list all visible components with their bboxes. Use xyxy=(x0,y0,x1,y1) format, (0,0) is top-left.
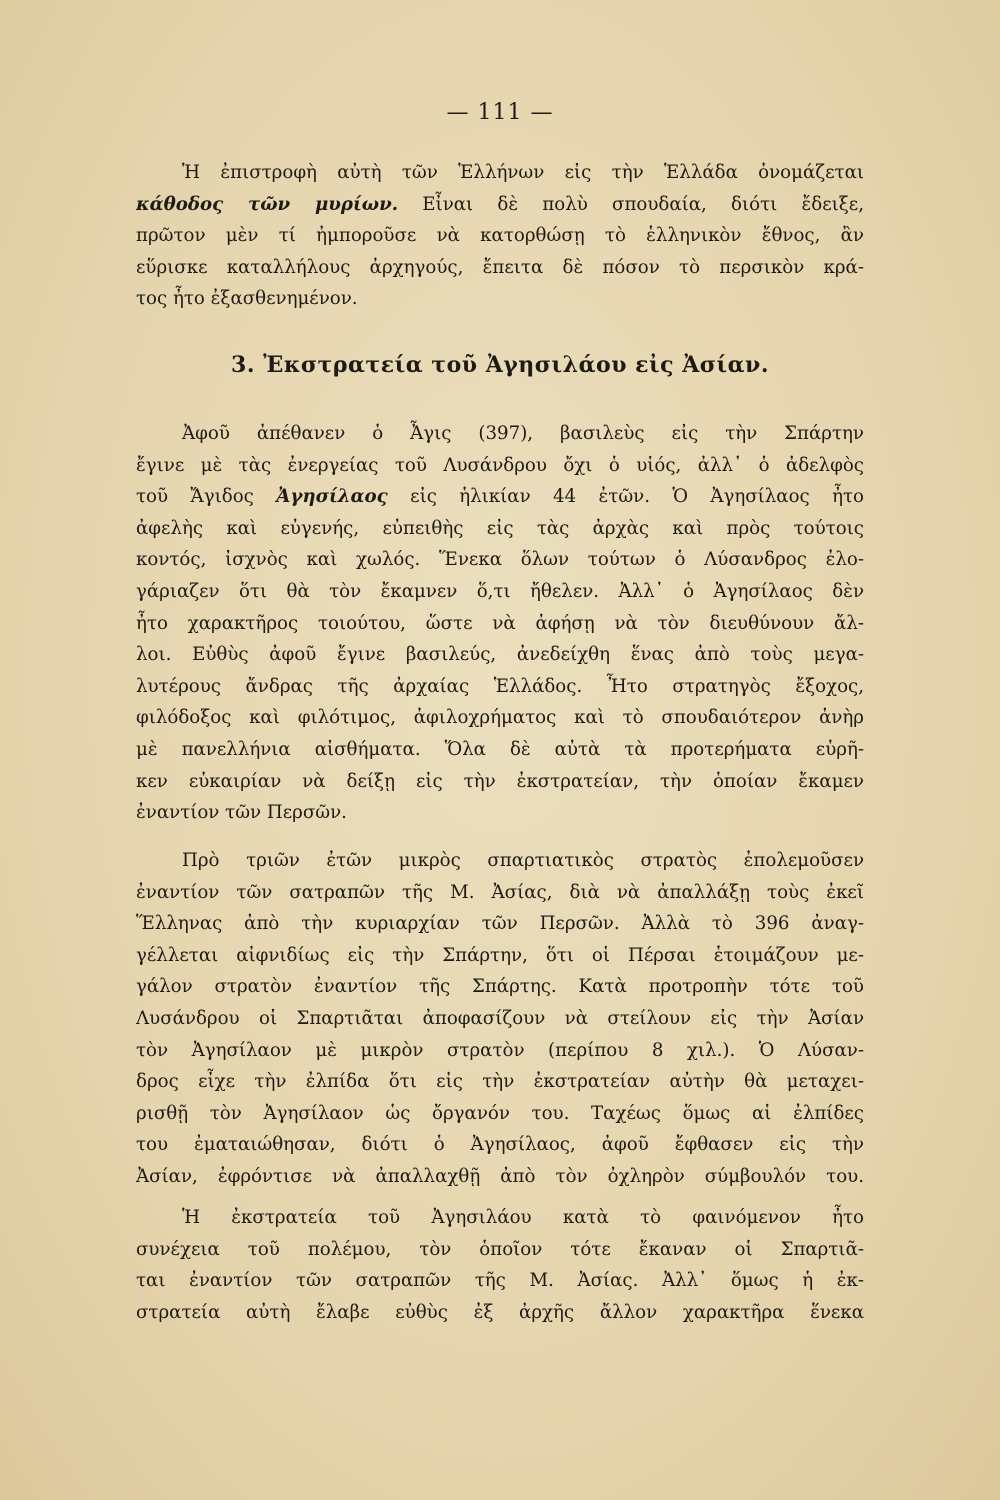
text-line: Πρὸ τριῶν ἐτῶν μικρὸς σπαρτιατικὸς στρατὸς ἐπολεμοῦσεν xyxy=(182,850,864,871)
text-line: Ἕλληνας ἀπὸ τὴν κυριαρχίαν τῶν Περσῶν. Ἀλλὰ τὸ 396 ἀναγ- xyxy=(136,913,864,935)
text-line-prefix: τοῦ Ἄγιδος xyxy=(136,486,254,508)
text-line: ἐναντίον τῶν Περσῶν. xyxy=(136,802,347,824)
page-number: — 111 — xyxy=(446,100,554,125)
text-line xyxy=(136,481,864,513)
text-line: ἦτο χαρακτῆρος τοιούτου, ὥστε νὰ ἀφήσῃ νὰ τὸν διευθύνουν ἄλ- xyxy=(136,612,864,634)
text-line: τὸν Ἀγησίλαον μὲ μικρὸν στρατὸν (περίπου 8 χιλ.). Ὁ Λύσαν- xyxy=(136,1039,864,1061)
text-line: φιλόδοξος καὶ φιλότιμος, ἀφιλοχρήματος καὶ τὸ σπουδαιότερον ἀνὴρ xyxy=(136,707,864,729)
bold-name: Ἀγησίλαος xyxy=(276,486,388,508)
text-line: λυτέρους ἄνδρας τῆς ἀρχαίας Ἑλλάδος. Ἦτο στρατηγὸς ἔξοχος, xyxy=(136,675,864,697)
text-line: Ἡ ἐπιστροφὴ αὐτὴ τῶν Ἑλλήνων εἰς τὴν Ἑλλάδα ὀνομάζεται xyxy=(182,162,864,183)
text-line: ἐναντίον τῶν σατραπῶν τῆς Μ. Ἀσίας, διὰ νὰ ἀπαλλάξῃ τοὺς ἐκεῖ xyxy=(136,881,864,903)
text-line: συνέχεια τοῦ πολέμου, τὸν ὁποῖον τότε ἔκαναν οἱ Σπαρτιᾶ- xyxy=(136,1238,864,1260)
text-line: Ἡ ἐκστρατεία τοῦ Ἀγησιλάου κατὰ τὸ φαινόμενον ἦτο xyxy=(182,1207,864,1228)
text-line: γέλλεται αἰφνιδίως εἰς τὴν Σπάρτην, ὅτι οἱ Πέρσαι ἑτοιμάζουν με- xyxy=(136,944,864,966)
bold-phrase: κάθοδος τῶν μυρίων. xyxy=(136,193,399,215)
text-line: Ἀσίαν, ἐφρόντισε νὰ ἀπαλλαχθῇ ἀπὸ τὸν ὀχληρὸν σύμβουλόν του. xyxy=(136,1165,864,1187)
text-line: Ἀφοῦ ἀπέθανεν ὁ Ἆγις (397), βασιλεὺς εἰς τὴν Σπάρτην xyxy=(182,423,864,444)
text-line-rest: Εἶναι δὲ πολὺ σπουδαία, διότι ἔδειξε, xyxy=(422,193,864,215)
text-line: μὲ πανελλήνια αἰσθήματα. Ὅλα δὲ αὐτὰ τὰ προτερήματα εὑρῆ- xyxy=(136,738,864,760)
text-line: του ἐματαιώθησαν, διότι ὁ Ἀγησίλαος, ἀφοῦ ἔφθασεν εἰς τὴν xyxy=(136,1134,864,1156)
paragraph-1 xyxy=(136,157,864,315)
text-line: ἔγινε μὲ τὰς ἐνεργείας τοῦ Λυσάνδρου ὄχι ὁ υἱός, ἀλλ᾽ ὁ ἀδελφὸς xyxy=(136,454,864,476)
text-line: Λυσάνδρου οἱ Σπαρτιᾶται ἀποφασίζουν νὰ στείλουν εἰς τὴν Ἀσίαν xyxy=(136,1007,864,1029)
text-line: δρος εἶχε τὴν ἐλπίδα ὅτι εἰς τὴν ἐκστρατείαν αὐτὴν θὰ μεταχει- xyxy=(136,1071,864,1093)
text-line: κοντός, ἰσχνὸς καὶ χωλός. Ἕνεκα ὅλων τούτων ὁ Λύσανδρος ἐλο- xyxy=(136,549,864,571)
text-line: ται ἐναντίον τῶν σατραπῶν τῆς Μ. Ἀσίας. Ἀλλ᾽ ὅμως ἡ ἐκ- xyxy=(136,1270,864,1292)
text-line: τος ἦτο ἐξασθενημένον. xyxy=(136,288,358,310)
text-line: πρῶτον μὲν τί ἠμποροῦσε νὰ κατορθώσῃ τὸ ἑλληνικὸν ἔθνος, ἂν xyxy=(136,225,864,247)
text-line: κεν εὐκαιρίαν νὰ δείξῃ εἰς τὴν ἐκστρατείαν, τὴν ὁποίαν ἔκαμεν xyxy=(136,770,864,792)
section-heading: 3. Ἐκστρατεία τοῦ Ἀγησιλάου εἰς Ἀσίαν. xyxy=(231,352,769,378)
paragraph-3 xyxy=(136,845,864,1193)
text-line: ρισθῇ τὸν Ἀγησίλαον ὡς ὄργανόν του. Ταχέως ὅμως αἱ ἐλπίδες xyxy=(136,1102,864,1124)
paragraph-2 xyxy=(136,418,864,829)
text-line: ἀφελὴς καὶ εὐγενής, εὐπειθὴς εἰς τὰς ἀρχὰς καὶ πρὸς τούτοις xyxy=(136,517,864,539)
text-line-rest: εἰς ἡλικίαν 44 ἐτῶν. Ὁ Ἀγησίλαος ἦτο xyxy=(410,486,864,508)
text-line: γάριαζεν ὅτι θὰ τὸν ἔκαμνεν ὅ,τι ἤθελεν. Ἀλλ᾽ ὁ Ἀγησίλαος δὲν xyxy=(136,580,864,602)
text-line: λοι. Εὐθὺς ἀφοῦ ἔγινε βασιλεύς, ἀνεδείχθη ἕνας ἀπὸ τοὺς μεγα- xyxy=(136,644,864,666)
paragraph-4 xyxy=(136,1202,864,1328)
text-line: εὕρισκε καταλλήλους ἀρχηγούς, ἔπειτα δὲ πόσον τὸ περσικὸν κρά- xyxy=(136,256,864,278)
text-line: στρατεία αὐτὴ ἔλαβε εὐθὺς ἐξ ἀρχῆς ἄλλον χαρακτῆρα ἕνεκα xyxy=(136,1301,864,1323)
text-line xyxy=(136,189,864,221)
text-line: γάλον στρατὸν ἐναντίον τῆς Σπάρτης. Κατὰ προτροπὴν τότε τοῦ xyxy=(136,976,864,998)
